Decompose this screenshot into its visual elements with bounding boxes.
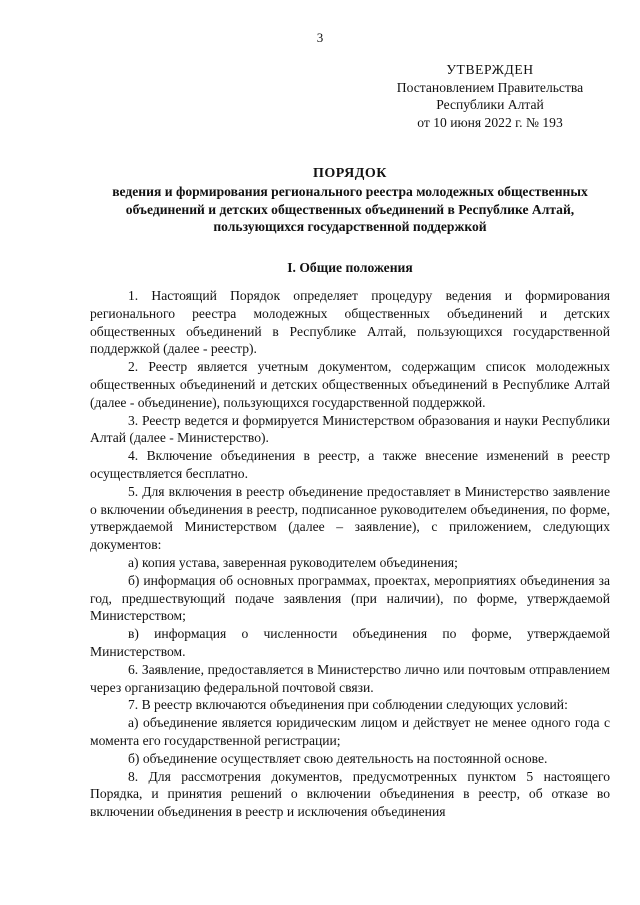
approval-title: УТВЕРЖДЕН: [446, 62, 534, 77]
paragraph-7b: б) объединение осуществляет свою деятельность на постоянной основе.: [128, 750, 548, 766]
paragraph-4: 4. Включение объединения в реестр, а также внесение изменений в реестр осуществляется бесплатно.: [90, 448, 610, 481]
approval-line-1: Постановлением Правительства: [396, 79, 584, 95]
paragraph-6: 6. Заявление, предоставляется в Министерство лично или почтовым отправлением через организацию федеральной почтовой связи.: [90, 661, 610, 695]
paragraph-7a: а) объединение является юридическим лицом и действует не менее одного года с момента его государственной регистрации;: [90, 715, 610, 748]
paragraph-3: 3. Реестр ведется и формируется Министерством образования и науки Республики Алтай (далее - Министерство).: [90, 412, 610, 446]
paragraph-8: 8. Для рассмотрения документов, предусмотренных пунктом 5 настоящего Порядка, и принятия решений о включении объединения в реестр, об отказе во включении объединения в реестр и исключения объединения: [90, 768, 610, 820]
section-heading: I. Общие положения: [287, 260, 413, 275]
approval-line-2: Республики Алтай: [436, 97, 544, 112]
paragraph-5: 5. Для включения в реестр объединение предоставляет в Министерство заявление о включении объединения в реестр, подписанное руководителем объединения, по форме, утверждаемой Министерством (далее – заявление), с приложением, следующих документов:: [90, 483, 610, 553]
paragraph-2: 2. Реестр является учетным документом, содержащим список молодежных общественных объединений и детских общественных объединений в Республике Алтай (далее - объединение), пользующихся государственной поддержкой.: [90, 359, 610, 410]
page-number: 3: [316, 30, 324, 45]
approval-stamp: [370, 61, 610, 131]
approval-line-3: от 10 июня 2022 г. № 193: [417, 114, 563, 130]
document-subtitle: ведения и формирования регионального реестра молодежных общественных объединений и детских общественных объединений в Республике Алтай, пользующихся государственной поддержкой: [112, 184, 588, 234]
paragraph-1: 1. Настоящий Порядок определяет процедуру ведения и формирования регионального реестра молодежных общественных объединений и детских общественных объединений в Республике Алтай, пользующихся государственной поддержкой (далее - реестр).: [90, 288, 610, 357]
paragraph-5a: а) копия устава, заверенная руководителем объединения;: [128, 554, 458, 570]
document-title: ПОРЯДОК: [313, 166, 387, 181]
title-block: [90, 165, 610, 236]
document-body: [90, 287, 610, 821]
paragraph-5b: б) информация об основных программах, проектах, мероприятиях объединения за год, предшествующий подаче заявления (при наличии), по форме, утверждаемой Министерством;: [90, 572, 610, 624]
paragraph-7: 7. В реестр включаются объединения при соблюдении следующих условий:: [128, 697, 568, 713]
paragraph-5c: в) информация о численности объединения по форме, утверждаемой Министерством.: [90, 626, 610, 659]
